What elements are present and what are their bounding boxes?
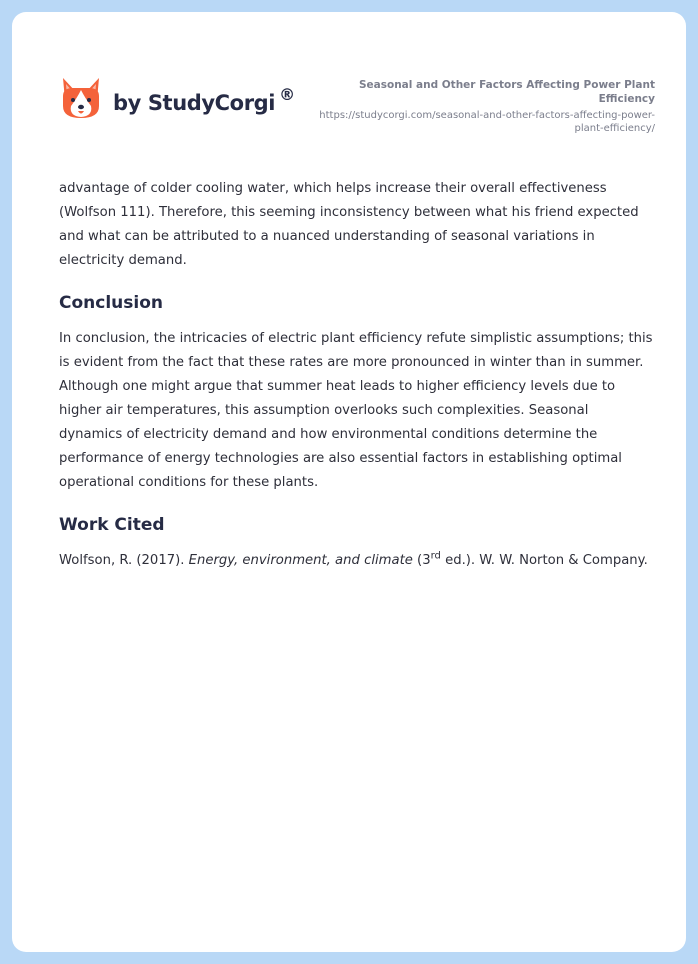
reference-edition-suffix: rd — [430, 550, 441, 562]
conclusion-heading: Conclusion — [59, 293, 163, 313]
document-page — [12, 12, 686, 952]
reference-edition-open: (3 — [412, 553, 431, 568]
reference-book-title: Energy, environment, and climate — [188, 553, 413, 568]
reference-edition-rest: ed.). W. W. Norton & Company. — [440, 553, 648, 568]
reference-entry — [59, 549, 655, 573]
studycorgi-logo[interactable] — [59, 76, 295, 122]
document-title: Seasonal and Other Factors Affecting Power Plant Efficiency — [358, 79, 655, 105]
works-cited-heading: Work Cited — [59, 515, 165, 535]
document-url[interactable]: https://studycorgi.com/seasonal-and-other-factors-affecting-power-plant-efficiency/ — [319, 110, 655, 134]
logo-wordmark: by StudyCorgi ® — [113, 85, 295, 115]
page-header — [59, 72, 655, 142]
conclusion-paragraph: In conclusion, the intricacies of electric plant efficiency refute simplistic assumptions; this is evident from the fact that these rates are more pronounced in winter than in summer. Although one might argue that summer heat leads to higher efficiency levels due to higher air temperatures, this assumption overlooks such complexities. Seasonal dynamics of electricity demand and how environmental conditions determine the performance of energy technologies are also essential factors in establishing optimal operational conditions for these plants. — [59, 331, 653, 490]
document-body — [59, 177, 655, 573]
registered-mark: ® — [279, 85, 295, 104]
intro-paragraph: advantage of colder cooling water, which helps increase their overall effectiveness (Wolfson 111). Therefore, this seeming inconsistency between what his friend expected and what can be attributed to a nuanced understanding of seasonal variations in electricity demand. — [59, 181, 639, 268]
document-meta — [315, 78, 655, 135]
reference-author-year: Wolfson, R. (2017). — [59, 553, 189, 568]
corgi-icon — [59, 76, 103, 122]
